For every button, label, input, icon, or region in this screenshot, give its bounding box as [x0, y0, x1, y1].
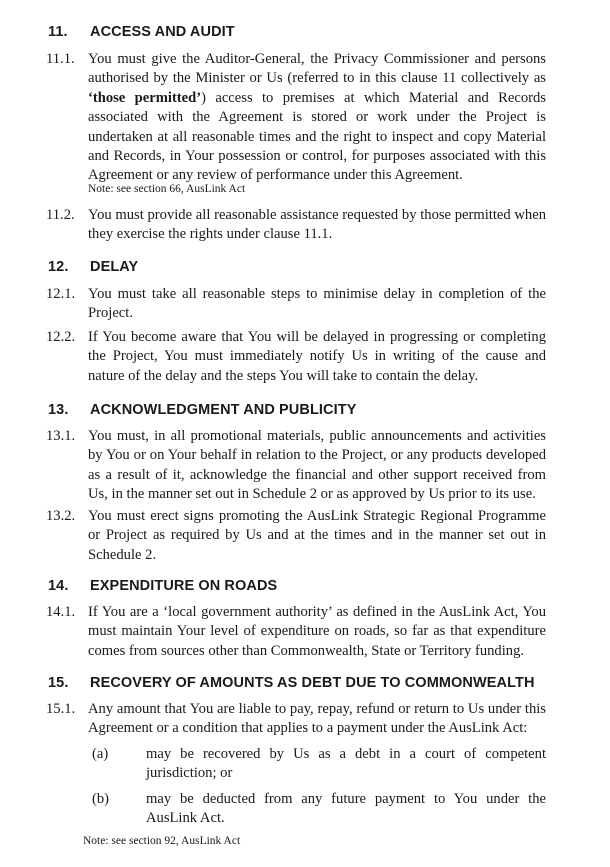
note-section-92: Note: see section 92, AusLink Act [83, 835, 241, 847]
clause-14-1 [46, 603, 546, 661]
subclause-b [92, 790, 546, 829]
clause-13-2 [46, 507, 546, 565]
section-number: 13. [48, 402, 69, 418]
subclause-text: may be recovered by Us as a debt in a court of competent jurisdiction; or [146, 746, 546, 782]
clause-number: 15.1. [46, 701, 76, 717]
clause-text [88, 50, 546, 186]
subclause-label: (b) [92, 791, 110, 807]
note-section-66: Note: see section 66, AusLink Act [88, 183, 246, 195]
clause-number: 13.2. [46, 508, 76, 524]
clause-11-1 [46, 50, 546, 186]
section-heading-11 [48, 24, 235, 40]
clause-number: 12.2. [46, 329, 76, 345]
clause-number: 12.1. [46, 286, 76, 302]
section-heading-12 [48, 259, 138, 275]
clause-text: You must, in all promotional materials, public announcements and activities by You or on Your behalf in relation to the Project, or any products developed as a result of it, acknowledge the financial and other support received from Us, in the manner set out in Schedule 2 or as approved by Us prior to its use. [88, 428, 546, 503]
section-heading-15 [48, 675, 535, 691]
clause-number: 14.1. [46, 604, 76, 620]
section-title: EXPENDITURE ON ROADS [90, 578, 278, 594]
clause-text: You must provide all reasonable assistance requested by those permitted when they exercise the rights under clause 11.1. [88, 207, 546, 243]
clause-15-1 [46, 700, 546, 739]
clause-12-2 [46, 328, 546, 386]
section-title: ACCESS AND AUDIT [90, 24, 235, 40]
section-heading-14 [48, 578, 277, 594]
clause-text: You must take all reasonable steps to minimise delay in completion of the Project. [88, 286, 546, 322]
subclause-label: (a) [92, 746, 109, 762]
section-title: DELAY [90, 259, 139, 275]
section-title: RECOVERY OF AMOUNTS AS DEBT DUE TO COMMONWEALTH [90, 675, 535, 691]
clause-text-part: You must give the Auditor-General, the Privacy Commissioner and persons authorised by the Minister or Us (referred to in this clause 11 collectively as [88, 51, 546, 87]
clause-text: You must erect signs promoting the AusLink Strategic Regional Programme or Project as required by Us and at the times and in the manner set out in Schedule 2. [88, 508, 546, 563]
clause-12-1 [46, 285, 546, 324]
clause-text-part: ) access to premises at which Material and Records associated with the Agreement is stored or work under the Project is undertaken at all reasonable times and the right to inspect and copy Material and Records, in Your possession or control, for purposes associated with this Agreement or any review of performance under this Agreement. [88, 89, 546, 184]
clause-number: 11.2. [46, 207, 75, 223]
clause-11-2 [46, 206, 546, 245]
section-number: 12. [48, 259, 69, 275]
section-number: 11. [48, 24, 68, 40]
section-number: 14. [48, 578, 69, 594]
clause-text: If You become aware that You will be delayed in progressing or completing the Project, You must immediately notify Us in writing of the cause and nature of the delay and the steps You will take to contain the delay. [88, 329, 546, 384]
clause-text: If You are a ‘local government authority’ as defined in the AusLink Act, You must maintain Your level of expenditure on roads, so far as that expenditure comes from sources other than Commonwealth, State or Territory funding. [88, 604, 546, 659]
defined-term: ‘those permitted’ [88, 89, 202, 106]
section-number: 15. [48, 675, 69, 691]
subclause-text: may be deducted from any future payment to You under the AusLink Act. [146, 791, 546, 827]
clause-text: Any amount that You are liable to pay, repay, refund or return to Us under this Agreement or a condition that applies to a payment under the AusLink Act: [88, 701, 546, 737]
section-title: ACKNOWLEDGMENT AND PUBLICITY [90, 402, 357, 418]
section-heading-13 [48, 402, 356, 418]
clause-number: 11.1. [46, 51, 75, 67]
clause-13-1 [46, 427, 546, 505]
subclause-a [92, 745, 546, 784]
clause-number: 13.1. [46, 428, 76, 444]
